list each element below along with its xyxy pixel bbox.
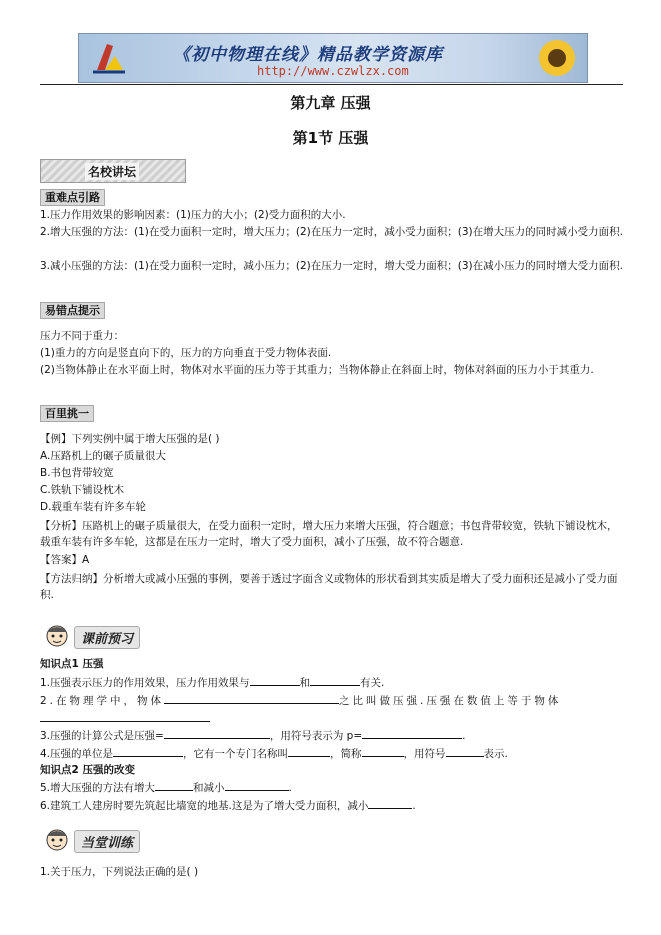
classroom-section-banner	[40, 824, 152, 854]
header-banner	[78, 33, 588, 83]
q6-blank-1[interactable]	[368, 797, 412, 809]
example-question: 【例】下列实例中属于增大压强的是( )	[40, 433, 220, 445]
classroom-question-1: 1.关于压力，下列说法正确的是( )	[40, 866, 199, 878]
q1-blank-2[interactable]	[310, 674, 360, 686]
challenge-tag: 百里挑一	[40, 405, 94, 422]
example-option-b: B.书包背带较宽	[40, 467, 114, 479]
example-method: 【方法归纳】分析增大或减小压强的事例，要善于透过字面含义或物体的形状看到其实质是增大了受力面积还是减小了受力面积.	[40, 573, 618, 601]
q5-text-c: .	[288, 782, 292, 794]
mistake-line-3: (2)当物体静止在水平面上时，物体对水平面的压力等于其重力；当物体静止在斜面上时，物体对斜面的压力小于其重力.	[40, 364, 594, 376]
q6-text-a: 6.建筑工人建房时要先筑起比墙宽的地基.这是为了增大受力面积，减小	[40, 800, 369, 812]
q1-text-c: 有关.	[360, 677, 385, 689]
mistakes-tag: 易错点提示	[40, 302, 105, 319]
mistake-line-1: 压力不同于重力：	[40, 330, 124, 342]
chapter-title: 第九章 压强	[290, 94, 371, 112]
key-point-3: 3.减小压强的方法：(1)在受力面积一定时，减小压力；(2)在压力一定时，增大受力面积；(3)在减小压力的同时增大受力面积.	[40, 260, 623, 272]
preview-question-2	[40, 692, 623, 709]
q4-text-c: ，简称	[330, 748, 362, 760]
example-option-d: D.载重车装有许多车轮	[40, 501, 146, 513]
q3-text-a: 3.压强的计算公式是压强=	[40, 730, 164, 742]
banner-title: 《初中物理在线》精品教学资源库	[173, 45, 443, 65]
example-option-c: C.铁轨下铺设枕木	[40, 484, 125, 496]
q4-blank-4[interactable]	[446, 745, 484, 757]
preview-label: 课前预习	[74, 626, 140, 649]
knowledge-point-1: 知识点1 压强	[40, 658, 104, 670]
q1-blank-1[interactable]	[250, 674, 300, 686]
section-title: 第1节 压强	[292, 129, 369, 147]
q5-text-b: 和减小	[193, 782, 225, 794]
q4-blank-3[interactable]	[362, 745, 404, 757]
example-option-a: A.压路机上的碾子质量很大	[40, 450, 166, 462]
q2-blank-1[interactable]	[164, 692, 339, 704]
cartoon-mascot-icon	[44, 826, 70, 852]
preview-question-3	[40, 727, 623, 744]
preview-question-2-cont	[40, 710, 623, 727]
q2-text-a: 2.在物理学中，物体	[40, 695, 165, 707]
q5-text-a: 5.增大压强的方法有增大	[40, 782, 156, 794]
example-analysis: 【分析】压路机上的碾子质量很大，在受力面积一定时，增大压力来增大压强，符合题意；书包背带较宽，铁轨下铺设枕木，载重车装有许多车轮，这都是在压力一定时，增大了受力面积，减小了压强，故不符合题意.	[40, 520, 618, 548]
q1-text-b: 和	[299, 677, 311, 689]
q2-text-b: 之比叫做压强.压强在数值上等于物体	[339, 695, 562, 707]
q4-text-e: 表示.	[483, 748, 508, 760]
key-point-2: 2.增大压强的方法：(1)在受力面积一定时，增大压力；(2)在压力一定时，减小受力面积；(3)在增大压力的同时减小受力面积.	[40, 226, 623, 238]
q4-text-b: ，它有一个专门名称叫	[183, 748, 289, 760]
famous-school-label: 名校讲坛	[85, 163, 139, 180]
preview-section-banner	[40, 620, 152, 650]
q6-text-b: .	[412, 800, 416, 812]
q3-blank-1[interactable]	[164, 727, 270, 739]
q5-blank-1[interactable]	[155, 779, 193, 791]
knowledge-point-2: 知识点2 压强的改变	[40, 764, 135, 776]
key-point-1: 1.压力作用效果的影响因素：(1)压力的大小；(2)受力面积的大小.	[40, 209, 346, 221]
q2-blank-2[interactable]	[40, 710, 210, 722]
q4-blank-1[interactable]	[113, 745, 183, 757]
famous-school-tag	[40, 159, 186, 183]
example-answer: 【答案】A	[40, 554, 90, 566]
q3-blank-2[interactable]	[362, 727, 462, 739]
header-rule	[40, 84, 623, 85]
key-points-tag: 重难点引路	[40, 189, 105, 206]
sunflower-icon	[535, 36, 579, 80]
preview-question-1	[40, 674, 623, 691]
preview-question-4	[40, 745, 623, 762]
cartoon-mascot-icon	[44, 622, 70, 648]
preview-question-6	[40, 797, 623, 814]
classroom-label: 当堂训练	[74, 830, 140, 853]
mistake-line-2: (1)重力的方向是竖直向下的，压力的方向垂直于受力物体表面.	[40, 347, 332, 359]
q3-text-b: ，用符号表示为 p=	[269, 730, 363, 742]
logo-icon	[89, 40, 129, 76]
q4-blank-2[interactable]	[288, 745, 330, 757]
q3-text-c: .	[462, 730, 466, 742]
q1-text-a: 1.压强表示压力的作用效果，压力作用效果与	[40, 677, 250, 689]
q5-blank-2[interactable]	[225, 779, 289, 791]
q4-text-a: 4.压强的单位是	[40, 748, 114, 760]
preview-question-5	[40, 779, 623, 796]
banner-url[interactable]: http://www.czwlzx.com	[257, 64, 409, 78]
q4-text-d: ，用符号	[403, 748, 446, 760]
